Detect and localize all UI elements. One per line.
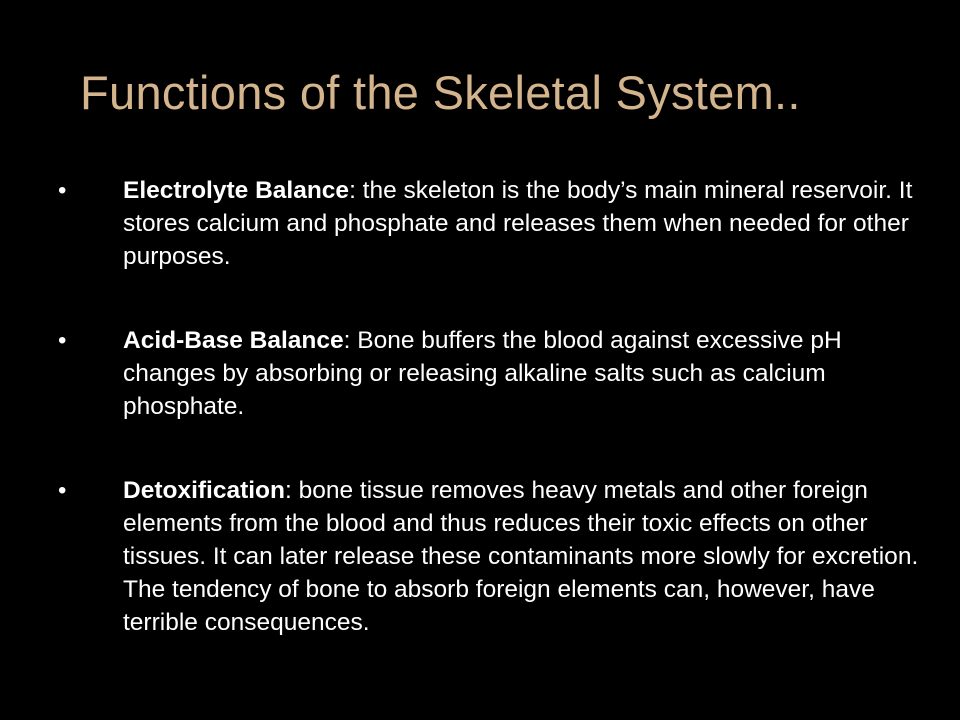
bullet-label: Detoxification (123, 477, 285, 504)
bullet-marker: • (58, 327, 67, 354)
slide-title: Functions of the Skeletal System.. (80, 66, 801, 119)
bullet-electrolyte-balance (0, 174, 960, 273)
bullet-text: : Bone buffers the blood against excessive pH changes by absorbing or releasing alkaline salts such as calcium phosphate. (123, 327, 842, 420)
bullet-detoxification (0, 474, 960, 639)
bullet-label: Acid-Base Balance (123, 327, 344, 354)
bullet-acid-base-balance (0, 324, 960, 423)
bullet-marker: • (58, 177, 67, 204)
bullet-list (0, 174, 960, 639)
bullet-text: : bone tissue removes heavy metals and other foreign elements from the blood and thus reduces their toxic effects on other tissues. It can later release these contaminants more slowly for excretion. The tendency of bone to absorb foreign elements can, however, have terrible consequences. (123, 477, 919, 636)
bullet-label: Electrolyte Balance (123, 177, 350, 204)
bullet-marker: • (58, 477, 67, 504)
bullet-text: : the skeleton is the body’s main mineral reservoir. It stores calcium and phosphate and releases them when needed for other purposes. (123, 177, 913, 270)
